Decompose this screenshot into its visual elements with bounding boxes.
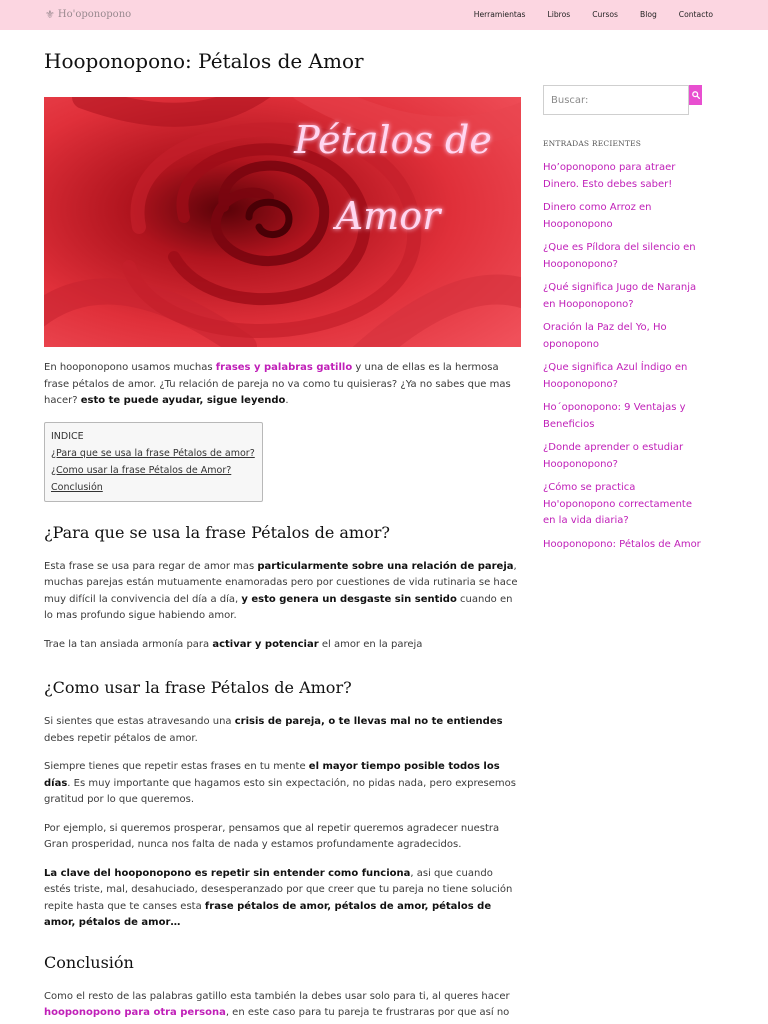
- site-header: [0, 0, 768, 30]
- list-item: [543, 280, 703, 313]
- list-item: [543, 400, 703, 433]
- link-frases-gatillo[interactable]: frases y palabras gatillo: [215, 362, 353, 373]
- section2-paragraph-2: Siempre tienes que repetir estas frases en tu mente el mayor tiempo posible todos los días. Es muy importante que hagamos esto sin expectación, no pidas nada, pero expresemos gratitud por lo que queremos.: [44, 761, 516, 805]
- list-item: [543, 200, 703, 233]
- search-button[interactable]: [689, 85, 702, 105]
- list-item: [543, 360, 703, 393]
- recent-post-link[interactable]: Oración la Paz del Yo, Ho oponopono: [543, 322, 667, 350]
- recent-post-link[interactable]: ¿Cómo se practica Ho'oponopono correctamente en la vida diaria?: [543, 482, 692, 526]
- main-nav: [474, 9, 713, 21]
- nav-blog[interactable]: Blog: [640, 10, 657, 19]
- recent-posts-list: [543, 160, 703, 560]
- list-item: [543, 440, 703, 473]
- recent-post-link[interactable]: Ho’oponopono para atraer Dinero. Esto debes saber!: [543, 162, 676, 190]
- list-item: [543, 320, 703, 353]
- section2-paragraph-3: Por ejemplo, si queremos prosperar, pensamos que al repetir queremos agradecer nuestra Gran prosperidad, nunca nos falta de nada y estamos profundamente agradecidos.: [44, 822, 500, 850]
- search-form: [543, 85, 702, 115]
- recent-post-link[interactable]: Hooponopono: Pétalos de Amor: [543, 538, 701, 550]
- fleur-de-lis-icon: ⚜: [45, 8, 55, 21]
- hero-image: [44, 97, 521, 347]
- recent-post-link[interactable]: ¿Que significa Azul Índigo en Hooponopono?: [543, 362, 688, 390]
- recent-posts-heading: ENTRADAS RECIENTES: [543, 139, 642, 148]
- search-input[interactable]: [543, 85, 689, 115]
- section-heading-para-que: ¿Para que se usa la frase Pétalos de amor?: [44, 522, 390, 542]
- section1-paragraph-1: Esta frase se usa para regar de amor mas particularmente sobre una relación de pareja, muchas parejas están mutuamente enamoradas pero por cuestiones de vida rutinaria se hace muy difícil la convivencia del día a día, y esto genera un desgaste sin sentido cuando en lo mas profundo sigue habiendo amor.: [44, 560, 518, 621]
- rose-illustration: [44, 97, 521, 347]
- intro-paragraph: En hooponopono usamos muchas frases y palabras gatillo y una de ellas es la hermosa frase pétalos de amor. ¿Tu relación de pareja no va como tu quisieras? ¿Ya no sabes que mas hacer? esto te puede ayudar, sigue leyendo.: [44, 362, 511, 406]
- toc-item-para-que[interactable]: ¿Para que se usa la frase Pétalos de amor?: [51, 447, 255, 459]
- toc-title: INDICE: [51, 430, 84, 442]
- toc-item-conclusion[interactable]: Conclusión: [51, 481, 103, 493]
- page-title: Hooponopono: Pétalos de Amor: [44, 49, 364, 73]
- section2-paragraph-1: Si sientes que estas atravesando una crisis de pareja, o te llevas mal no te entiendes debes repetir pétalos de amor.: [44, 716, 503, 744]
- hero-title-line1: Pétalos de: [294, 118, 492, 162]
- list-item: [543, 537, 703, 554]
- nav-herramientas[interactable]: Herramientas: [473, 10, 526, 19]
- nav-libros[interactable]: Libros: [547, 10, 571, 19]
- hero-title-line2: Amor: [335, 194, 441, 238]
- recent-post-link[interactable]: ¿Que es Píldora del silencio en Hooponopono?: [543, 242, 696, 270]
- recent-post-link[interactable]: ¿Donde aprender o estudiar Hooponopono?: [543, 442, 684, 470]
- search-icon: [692, 91, 700, 99]
- table-of-contents: [44, 422, 263, 502]
- logo-text: Ho'oponopono: [57, 9, 132, 20]
- site-logo[interactable]: [45, 8, 131, 22]
- recent-post-link[interactable]: ¿Qué significa Jugo de Naranja en Hooponopono?: [543, 282, 697, 310]
- conclusion-paragraph: Como el resto de las palabras gatillo esta también la debes usar solo para ti, al queres hacer hooponopono para otra persona, en este caso para tu pareja te frustraras por que así no: [44, 990, 510, 1018]
- section-heading-como-usar: ¿Como usar la frase Pétalos de Amor?: [44, 678, 352, 697]
- nav-cursos[interactable]: Cursos: [592, 10, 618, 19]
- list-item: [543, 160, 703, 193]
- nav-contacto[interactable]: Contacto: [678, 10, 713, 19]
- recent-post-link[interactable]: Dinero como Arroz en Hooponopono: [543, 202, 652, 230]
- list-item: [543, 240, 703, 273]
- section-heading-conclusion: Conclusión: [44, 952, 134, 972]
- section2-paragraph-4: La clave del hooponopono es repetir sin entender como funciona, asi que cuando estés triste, mal, desahuciado, desesperanzado por que creer que tu pareja no tiene solución repite hasta que te canses esta frase pétalos de amor, pétalos de amor, pétalos de amor, pétalos de amor…: [44, 867, 513, 928]
- recent-post-link[interactable]: Ho´oponopono: 9 Ventajas y Beneficios: [543, 402, 686, 430]
- section1-paragraph-2: Trae la tan ansiada armonía para activar y potenciar el amor en la pareja: [44, 638, 423, 650]
- list-item: [543, 480, 703, 530]
- toc-item-como-usar[interactable]: ¿Como usar la frase Pétalos de Amor?: [51, 464, 232, 476]
- link-hooponopono-otra-persona[interactable]: hooponopono para otra persona: [44, 1007, 226, 1018]
- article-body: [44, 360, 522, 1024]
